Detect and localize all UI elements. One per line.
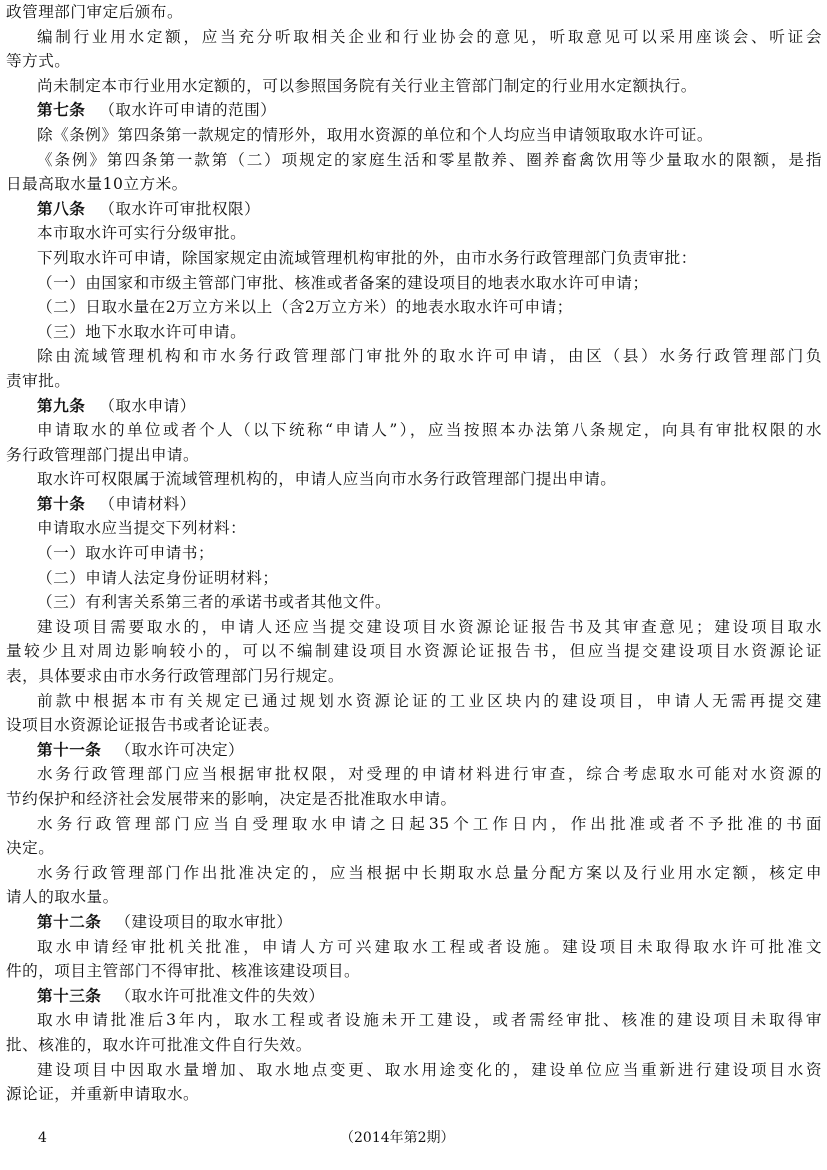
paragraph-line: 源论证，并重新申请取水。 xyxy=(6,1085,200,1104)
paragraph-line: 政管理部门审定后颁布。 xyxy=(6,3,184,21)
article-title: （取水申请） xyxy=(99,396,196,415)
article-heading xyxy=(6,910,822,935)
paragraph-line: 前款中根据本市有关规定已通过规划水资源论证的工业区块内的建设项目，申请人无需再提交建 xyxy=(37,691,822,710)
paragraph-line: 量较少且对周边影响较小的，可以不编制建设项目水资源论证报告书，但应当提交建设项目水资源论证 xyxy=(6,642,822,661)
paragraph-line: 本市取水许可实行分级审批。 xyxy=(37,224,247,243)
paragraph-line: 《条例》第四条第一款第（二）项规定的家庭生活和零星散养、圈养畜禽饮用等少量取水的限额，是指 xyxy=(37,150,822,169)
paragraph-line: 取水申请经审批机关批准，申请人方可兴建取水工程或者设施。建设项目未取得取水许可批准文 xyxy=(37,937,822,956)
paragraph-line: 节约保护和经济社会发展带来的影响，决定是否批准取水申请。 xyxy=(6,790,457,808)
article-number: 第九条 xyxy=(37,395,86,415)
paragraph-line: 责审批。 xyxy=(6,371,71,390)
article-title: （取水许可决定） xyxy=(115,740,245,759)
article-title: （取水许可审批权限） xyxy=(99,199,261,218)
article-number: 第十条 xyxy=(37,493,86,513)
article-title: （建设项目的取水审批） xyxy=(115,912,293,931)
article-number: 第十一条 xyxy=(37,739,102,759)
issue-label: （2014年第2期） xyxy=(340,1130,455,1146)
article-number: 第十三条 xyxy=(37,985,102,1005)
paragraph-line: 设项目水资源论证报告书或者论证表。 xyxy=(6,716,280,735)
paragraph-line: 批、核准的，取水许可批准文件自行失效。 xyxy=(6,1035,312,1054)
paragraph-line: 取水申请批准后3年内，取水工程或者设施未开工建设，或者需经审批、核准的建设项目未取得审 xyxy=(37,1011,822,1030)
paragraph-line: 编制行业用水定额，应当充分听取相关企业和行业协会的意见，听取意见可以采用座谈会、听证会 xyxy=(37,27,822,46)
paragraph-line: 件的，项目主管部门不得审批、核准该建设项目。 xyxy=(6,962,361,981)
paragraph-line: （二）日取水量在2万立方米以上（含2万立方米）的地表水取水许可申请； xyxy=(37,298,573,317)
article-number: 第八条 xyxy=(37,198,86,218)
article-heading xyxy=(6,98,822,123)
paragraph-line: （一）取水许可申请书； xyxy=(37,544,215,563)
article-number: 第七条 xyxy=(37,100,86,120)
paragraph-line: （二）申请人法定身份证明材料； xyxy=(37,568,279,587)
paragraph-line: 表，具体要求由市水务行政管理部门另行规定。 xyxy=(6,667,344,686)
article-title: （取水许可批准文件的失效） xyxy=(115,986,325,1005)
paragraph-line: 等方式。 xyxy=(6,52,71,71)
paragraph-line: 申请取水应当提交下列材料： xyxy=(37,519,247,538)
article-number: 第十二条 xyxy=(37,911,102,931)
paragraph-line: （三）地下水取水许可申请。 xyxy=(37,322,247,341)
paragraph-line: 建设项目中因取水量增加、取水地点变更、取水用途变化的，建设单位应当重新进行建设项目水资 xyxy=(37,1060,822,1079)
article-heading xyxy=(6,738,822,763)
paragraph-line: 水务行政管理部门应当根据审批权限，对受理的申请材料进行审查，综合考虑取水可能对水资源的 xyxy=(37,765,822,784)
article-heading xyxy=(6,492,822,517)
paragraph-line: 请人的取水量。 xyxy=(6,888,119,907)
article-title: （申请材料） xyxy=(99,494,196,513)
article-heading xyxy=(6,197,822,222)
document-body xyxy=(6,0,822,1107)
paragraph-line: 日最高取水量10立方米。 xyxy=(6,175,188,194)
paragraph-line: 申请取水的单位或者个人（以下统称“申请人”），应当按照本办法第八条规定，向具有审批权限的水 xyxy=(37,421,822,440)
paragraph-line: （一）由国家和市级主管部门审批、核准或者备案的建设项目的地表水取水许可申请； xyxy=(37,273,649,292)
page-number: 4 xyxy=(38,1130,47,1146)
article-heading xyxy=(6,984,822,1009)
article-heading xyxy=(6,394,822,419)
paragraph-line: 建设项目需要取水的，申请人还应当提交建设项目水资源论证报告书及其审查意见；建设项目取水 xyxy=(37,617,822,636)
paragraph-line: 水务行政管理部门作出批准决定的，应当根据中长期取水总量分配方案以及行业用水定额，核定申 xyxy=(37,863,822,882)
article-title: （取水许可申请的范围） xyxy=(99,101,277,120)
paragraph-line: （三）有利害关系第三者的承诺书或者其他文件。 xyxy=(37,593,392,612)
paragraph-line: 务行政管理部门提出申请。 xyxy=(6,445,200,464)
page-footer xyxy=(0,1126,827,1150)
paragraph-line: 尚未制定本市行业用水定额的，可以参照国务院有关行业主管部门制定的行业用水定额执行。 xyxy=(37,76,697,95)
paragraph-line: 决定。 xyxy=(6,839,55,858)
paragraph-line: 下列取水许可申请，除国家规定由流域管理机构审批的外，由市水务行政管理部门负责审批： xyxy=(37,248,697,267)
paragraph-line: 除由流域管理机构和市水务行政管理部门审批外的取水许可申请，由区（县）水务行政管理部门负 xyxy=(37,347,822,366)
paragraph-line: 除《条例》第四条第一款规定的情形外，取用水资源的单位和个人均应当申请领取取水许可证。 xyxy=(37,125,713,144)
paragraph-line: 水务行政管理部门应当自受理取水申请之日起35个工作日内，作出批准或者不予批准的书面 xyxy=(37,814,822,833)
paragraph-line: 取水许可权限属于流域管理机构的，申请人应当向市水务行政管理部门提出申请。 xyxy=(37,470,617,489)
